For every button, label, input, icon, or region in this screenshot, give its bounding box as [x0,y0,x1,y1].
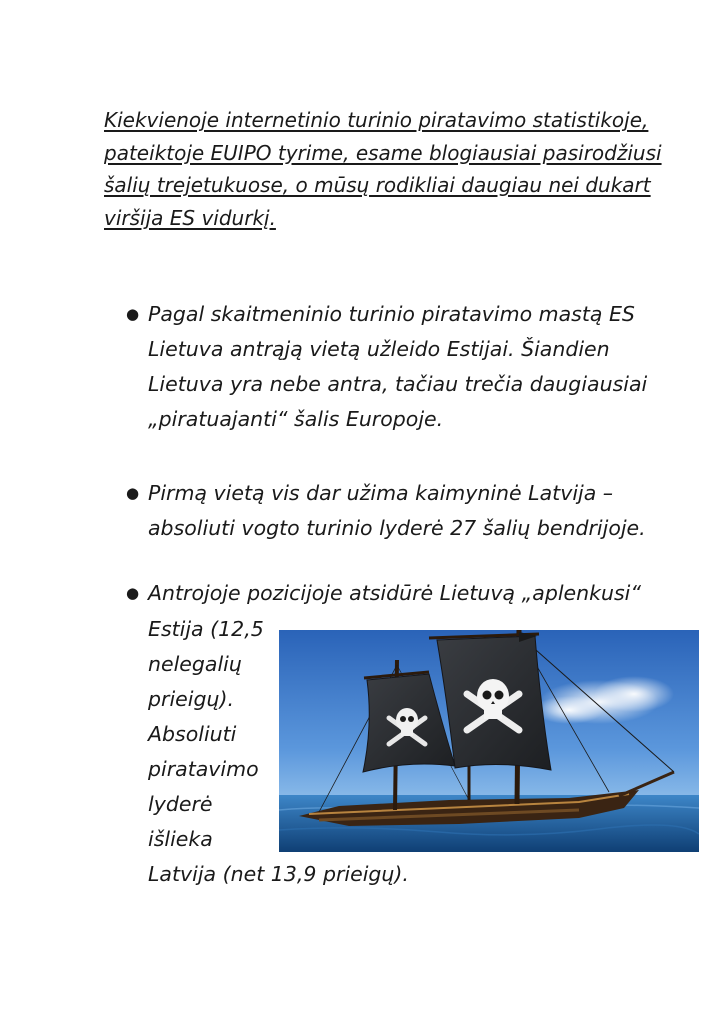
bullet-item-3-line: prieigų). [148,687,234,711]
bullet-item-3-line: Absoliuti [148,722,237,746]
bullet-item-3-line: nelegalių [148,652,242,676]
bullet-marker: ● [126,584,140,602]
bullet-marker: ● [126,305,140,323]
bullet-item-3-line: išlieka [148,827,213,851]
bullet-item-3-line: Antrojoje pozicijoje atsidūrė Lietuvą „aplenkusi“ [148,581,641,605]
bullet-item-2: Pirmą vietą vis dar užima kaimyninė Latvija – absoliuti vogto turinio lyderė 27 šalių bendrijoje. [148,481,646,540]
pirate-ship-image [279,630,699,852]
intro-paragraph: Kiekvienoje internetinio turinio piratavimo statistikoje, pateiktoje EUIPO tyrime, esame blogiausiai pasirodžiusi šalių trejetukuose, o mūsų rodikliai daugiau nei dukart viršija ES vidurkį. [104,108,662,230]
bullet-item-3-line: Estija (12,5 [148,617,264,641]
bullet-item-3-line: piratavimo [148,757,259,781]
pirate-ship-photo-icon [279,630,699,852]
bullet-marker: ● [126,484,140,502]
bullet-item-1: Pagal skaitmeninio turinio piratavimo mastą ES Lietuva antrąją vietą užleido Estijai. Šiandien Lietuva yra nebe antra, tačiau trečia daugiausiai „piratuajanti“ šalis Europoje. [148,302,648,431]
bullet-item-3-line: Latvija (net 13,9 prieigų). [148,862,409,886]
bullet-item-3-line: lyderė [148,792,213,816]
